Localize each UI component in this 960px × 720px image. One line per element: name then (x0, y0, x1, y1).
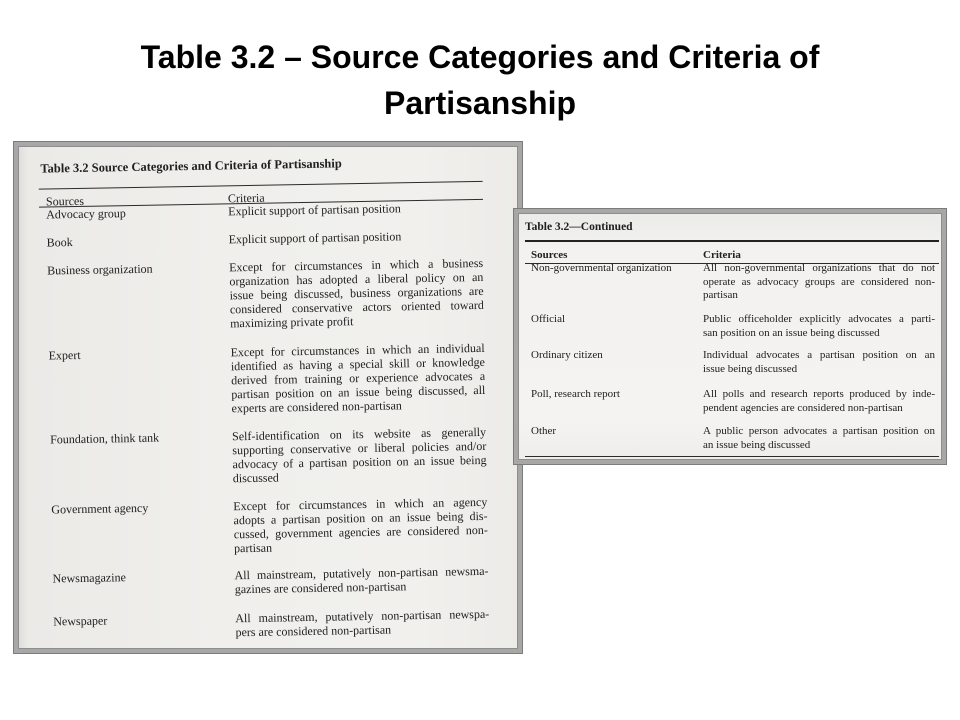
criteria-line: advocacy of a partisan position on an issue being (232, 452, 487, 472)
table-title: Table 3.2—Continued (525, 221, 633, 233)
table-row (23, 424, 523, 486)
column-header-criteria: Criteria (227, 190, 265, 206)
criteria-line: Individual advocates a partisan position on an (703, 349, 935, 361)
row-criteria (233, 495, 488, 555)
criteria-line: partisan position on an issue being discussed, all (231, 382, 486, 402)
row-source: Newspaper (53, 613, 108, 629)
criteria-line: A public person advocates a partisan position on (703, 425, 935, 437)
criteria-line: partisan (703, 289, 738, 301)
row-source: Book (46, 235, 73, 250)
row-source: Newsmagazine (52, 570, 126, 586)
criteria-line: considered conservative actors oriented toward (229, 297, 484, 317)
table-bottom-rule (525, 456, 939, 457)
criteria-line: Self-identification on its website as generally (231, 424, 487, 444)
row-criteria (232, 425, 487, 485)
criteria-line: cussed, government agencies are considered non- (233, 522, 488, 542)
criteria-line: san position on an issue being discussed (703, 326, 880, 339)
scanned-table-page (13, 141, 523, 654)
criteria-line: adopts a partisan position on an issue being dis- (233, 508, 488, 528)
criteria-line: identified as having a special skill or knowledge (230, 354, 485, 374)
row-criteria (229, 228, 483, 246)
row-source: Non-governmental organization (531, 262, 672, 274)
criteria-line: All polls and research reports produced by inde- (703, 388, 935, 400)
slide-title: Table 3.2 – Source Categories and Criteria of Partisanship (140, 39, 820, 121)
criteria-line: issue being discussed (703, 362, 798, 375)
row-criteria (703, 425, 935, 452)
criteria-line: an issue being discussed (703, 438, 811, 451)
table-row (24, 494, 523, 556)
criteria-line: operate as advocacy groups are considered non- (703, 275, 935, 288)
criteria-line: Except for circumstances in which a business (229, 255, 484, 275)
criteria-line: All non-governmental organizations that do not (703, 262, 935, 274)
criteria-line: All mainstream, putatively non-partisan newspa- (235, 606, 490, 626)
row-criteria (703, 349, 935, 376)
criteria-line: pendent agencies are considered non-partisan (703, 401, 903, 414)
criteria-line: derived from training or experience advocates a (230, 368, 486, 388)
row-criteria (703, 388, 935, 415)
row-source: Foundation, think tank (50, 430, 160, 447)
table-row (22, 340, 522, 416)
criteria-line: organization has adopted a liberal policy on an (229, 269, 484, 289)
row-source: Poll, research report (531, 388, 620, 400)
row-source: Expert (48, 347, 81, 363)
table-top-rule (525, 240, 939, 242)
table-row (20, 255, 520, 331)
table-row (26, 606, 523, 640)
row-source: Ordinary citizen (531, 349, 603, 361)
row-criteria (229, 256, 484, 330)
column-header-sources: Sources (531, 249, 568, 261)
row-criteria (703, 262, 935, 303)
criteria-line: Explicit support of partisan position (228, 229, 402, 247)
row-criteria (235, 607, 489, 639)
criteria-line: experts are considered non-partisan (231, 398, 402, 416)
criteria-line: partisan (233, 540, 273, 556)
scanned-table-content (18, 141, 523, 649)
row-source: Business organization (47, 261, 153, 278)
row-criteria (703, 313, 935, 340)
table-row (25, 563, 523, 597)
criteria-line: maximizing private profit (230, 314, 354, 331)
criteria-line: Explicit support of partisan position (228, 201, 401, 219)
row-source: Government agency (51, 500, 149, 517)
scanned-table-continued-content (518, 213, 942, 460)
table-row (20, 227, 520, 250)
row-source: Official (531, 313, 566, 325)
column-header-sources: Sources (45, 193, 85, 209)
row-source: Other (531, 425, 557, 437)
criteria-line: All mainstream, putatively non-partisan newsma- (234, 563, 489, 583)
table-title: Table 3.2 Source Categories and Criteria of Partisanship (40, 156, 342, 176)
criteria-line: Except for circumstances in which an individual (230, 340, 485, 360)
row-criteria (228, 200, 482, 218)
row-source: Advocacy group (46, 206, 126, 222)
criteria-line: pers are considered non-partisan (235, 622, 392, 640)
criteria-line: issue being discussed, business organizations are (229, 283, 484, 303)
scanned-table-continued-page (513, 208, 947, 465)
column-header-criteria: Criteria (703, 249, 741, 261)
criteria-line: supporting conservative or liberal policies and/or (232, 438, 487, 458)
criteria-line: Except for circumstances in which an agency (233, 494, 488, 514)
criteria-line: gazines are considered non-partisan (234, 579, 407, 597)
row-criteria (231, 341, 486, 415)
criteria-line: discussed (232, 470, 279, 486)
row-criteria (234, 564, 488, 596)
criteria-line: Public officeholder explicitly advocates a parti- (703, 313, 935, 325)
